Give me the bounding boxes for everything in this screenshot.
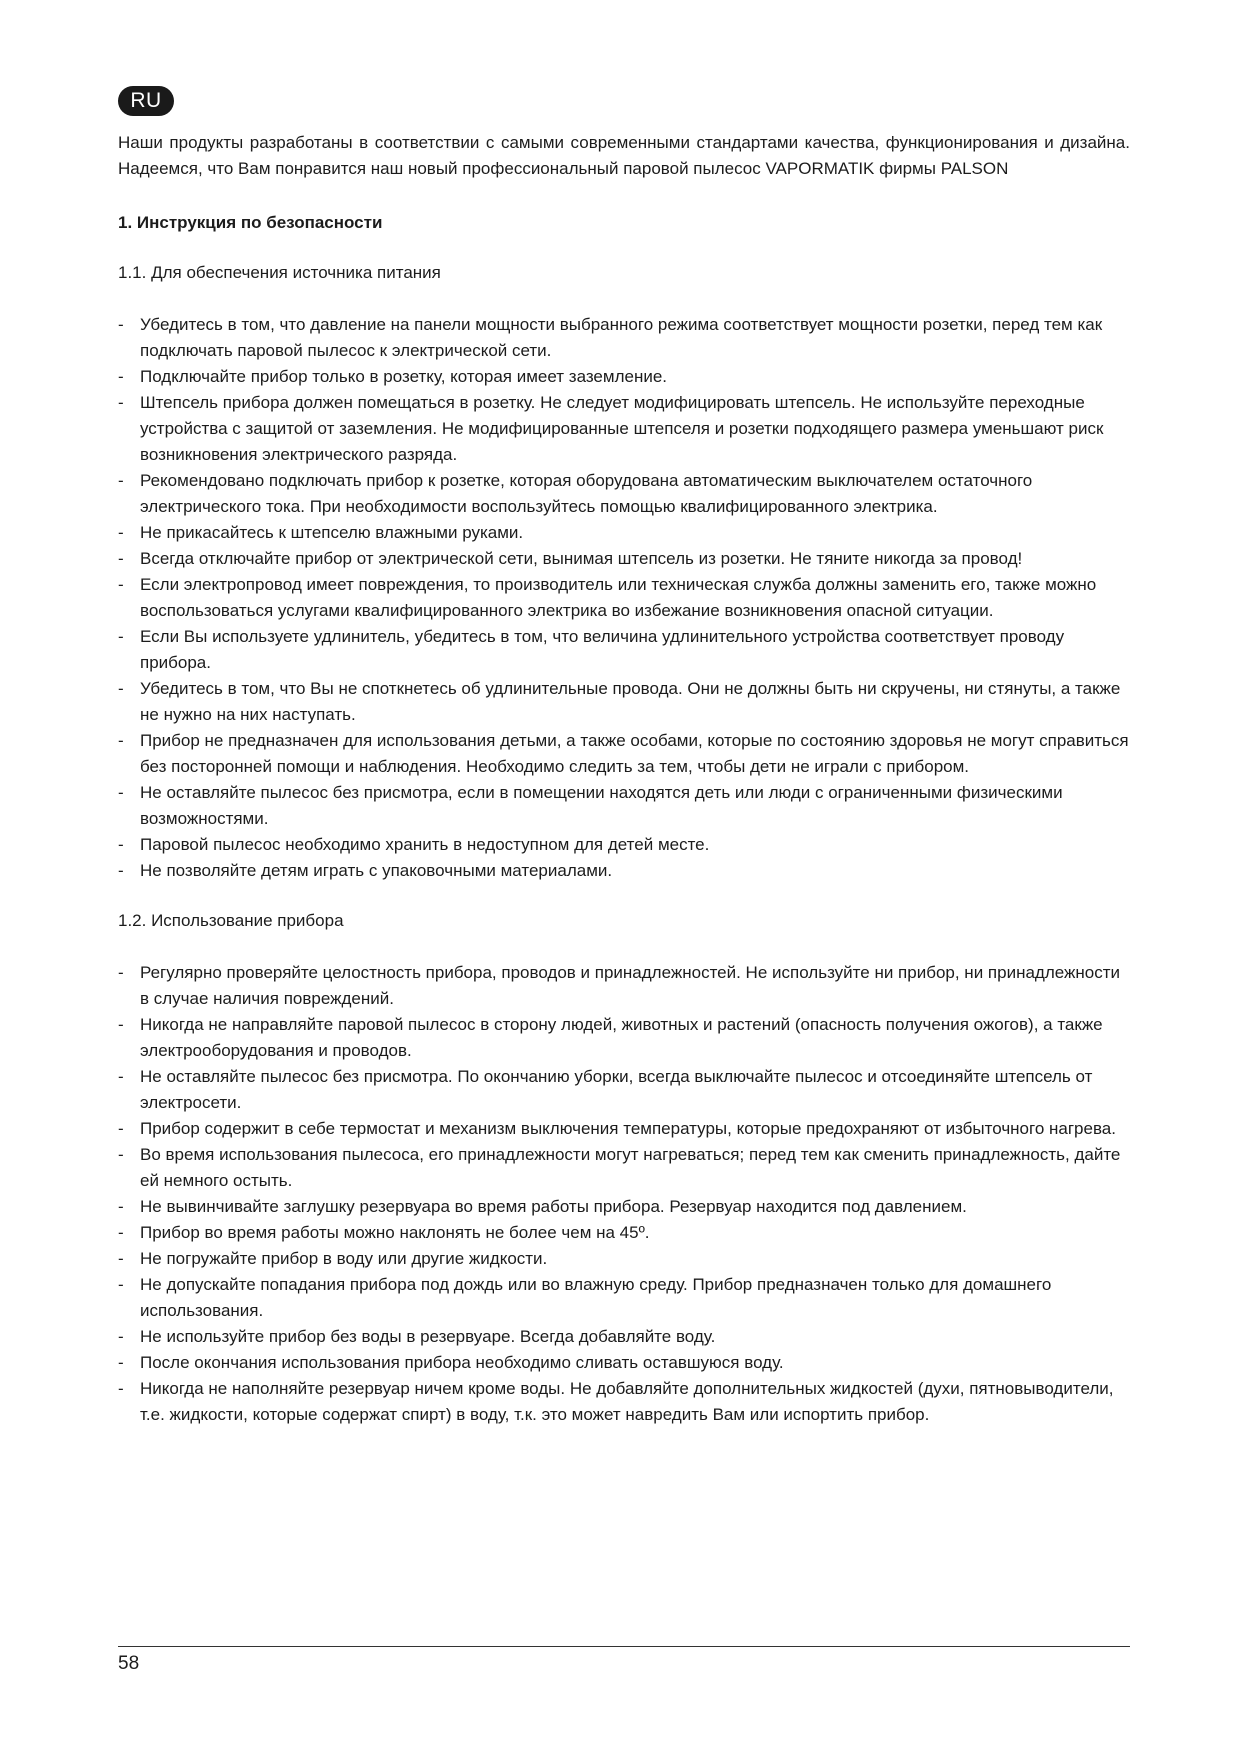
list-item: - Убедитесь в том, что давление на панели мощности выбранного режима соответствует мощности розетки, перед тем как подключать паровой пылесос к электрической сети. [118, 312, 1130, 364]
list-item: - Во время использования пылесоса, его принадлежности могут нагреваться; перед тем как сменить принадлежность, дайте ей немного остыть. [118, 1142, 1130, 1194]
list-item: - Прибор во время работы можно наклонять не более чем на 45º. [118, 1220, 1130, 1246]
list-item: - Не погружайте прибор в воду или другие жидкости. [118, 1246, 1130, 1272]
footer-divider [118, 1646, 1130, 1647]
list-item: - Регулярно проверяйте целостность прибора, проводов и принадлежностей. Не используйте ни прибор, ни принадлежности в случае наличия повреждений. [118, 960, 1130, 1012]
list-item: - Убедитесь в том, что Вы не споткнетесь об удлинительные провода. Они не должны быть ни скручены, ни стянуты, а также не нужно на них наступать. [118, 676, 1130, 728]
list-item: - Прибор не предназначен для использования детьми, а также особами, которые по состоянию здоровья не могут справиться без посторонней помощи и наблюдения. Необходимо следить за тем, чтобы дети не играли с прибором. [118, 728, 1130, 780]
list-item: - Прибор содержит в себе термостат и механизм выключения температуры, которые предохраняют от избыточного нагрева. [118, 1116, 1130, 1142]
document-page [118, 86, 1130, 1428]
list-item: - Никогда не направляйте паровой пылесос в сторону людей, животных и растений (опасность получения ожогов), а также электрооборудования и проводов. [118, 1012, 1130, 1064]
usage-safety-list [118, 960, 1130, 1428]
list-item: - Паровой пылесос необходимо хранить в недоступном для детей месте. [118, 832, 1130, 858]
list-item: - Штепсель прибора должен помещаться в розетку. Не следует модифицировать штепсель. Не используйте переходные устройства с защитой от заземления. Не модифицированные штепселя и розетки подходящего размера уменьшают риск возникновения электрического разряда. [118, 390, 1130, 468]
list-item: - Не оставляйте пылесос без присмотра. По окончанию уборки, всегда выключайте пылесос и отсоединяйте штепсель от электросети. [118, 1064, 1130, 1116]
list-item: - Всегда отключайте прибор от электрической сети, вынимая штепсель из розетки. Не тяните никогда за провод! [118, 546, 1130, 572]
list-item: - Не позволяйте детям играть с упаковочными материалами. [118, 858, 1130, 884]
list-item: - Если электропровод имеет повреждения, то производитель или техническая служба должны заменить его, также можно воспользоваться услугами квалифицированного электрика во избежание возникновения опасной ситуации. [118, 572, 1130, 624]
list-item: - Не допускайте попадания прибора под дождь или во влажную среду. Прибор предназначен только для домашнего использования. [118, 1272, 1130, 1324]
section-title: 1. Инструкция по безопасности [118, 213, 383, 232]
list-item: - Не оставляйте пылесос без присмотра, если в помещении находятся деть или люди с ограниченными физическими возможностями. [118, 780, 1130, 832]
list-item: - Не используйте прибор без воды в резервуаре. Всегда добавляйте воду. [118, 1324, 1130, 1350]
list-item: - Никогда не наполняйте резервуар ничем кроме воды. Не добавляйте дополнительных жидкостей (духи, пятновыводители, т.е. жидкости, которые содержат спирт) в воду, т.к. это может навредить Вам или испортить прибор. [118, 1376, 1130, 1428]
list-item: - Подключайте прибор только в розетку, которая имеет заземление. [118, 364, 1130, 390]
page-number: 58 [118, 1653, 140, 1674]
list-item: - Не вывинчивайте заглушку резервуара во время работы прибора. Резервуар находится под давлением. [118, 1194, 1130, 1220]
power-safety-list [118, 312, 1130, 884]
language-badge: RU [118, 86, 174, 116]
list-item: - Рекомендовано подключать прибор к розетке, которая оборудована автоматическим выключателем остаточного электрического тока. При необходимости воспользуйтесь помощью квалифицированного электрика. [118, 468, 1130, 520]
list-item: - После окончания использования прибора необходимо сливать оставшуюся воду. [118, 1350, 1130, 1376]
list-item: - Не прикасайтесь к штепселю влажными руками. [118, 520, 1130, 546]
subsection-title-power: 1.1. Для обеспечения источника питания [118, 263, 441, 282]
list-item: - Если Вы используете удлинитель, убедитесь в том, что величина удлинительного устройства соответствует проводу прибора. [118, 624, 1130, 676]
subsection-title-usage: 1.2. Использование прибора [118, 911, 344, 930]
intro-paragraph: Наши продукты разработаны в соответствии с самыми современными стандартами качества, функционирования и дизайна. Надеемся, что Вам понравится наш новый профессиональный паровой пылесос VAPORMATIK фирмы PALSON [118, 133, 1130, 178]
